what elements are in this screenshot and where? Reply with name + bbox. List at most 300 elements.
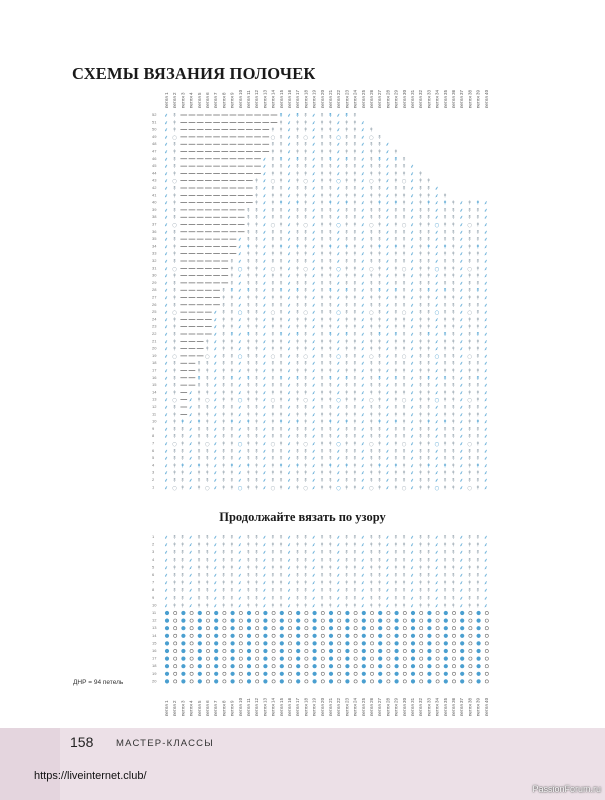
stitch-symbol: ↟ [295,302,300,309]
stitch-symbol: ⸙ [287,550,292,557]
stitch-symbol: ⸙ [287,573,292,579]
stitch-symbol: ↟ [426,441,432,448]
stitch-symbol: ⸙ [483,550,488,557]
stitch-dot [280,626,284,630]
stitch-symbol: ⸙ [410,295,415,302]
stitch-symbol: ↟ [426,535,432,541]
stitch-symbol: ↟ [418,251,423,258]
stitch-symbol: ⸙ [434,603,439,610]
stitch-symbol: ○ [303,310,309,317]
stitch-symbol: ↟ [246,463,251,470]
stitch-symbol: ↟ [319,193,325,200]
stitch-symbol: ↟ [344,550,350,557]
stitch-symbol: ⸙ [262,332,267,338]
stitch-symbol: ↟ [344,222,350,229]
stitch-dot [272,672,275,675]
row-label: 4 [152,556,155,562]
stitch-symbol: ↟ [303,295,309,302]
stitch-symbol: ↟ [180,557,186,564]
stitch-symbol: ↟ [295,557,300,564]
stitch-symbol: ↟ [442,353,448,360]
stitch-symbol: ↟ [278,134,284,141]
stitch-symbol: ↟ [393,237,399,244]
column-label: петля 6 [205,92,210,108]
stitch-symbol: ↟ [344,383,350,390]
stitch-symbol: ↟ [418,405,423,411]
stitch-symbol: ↟ [172,405,177,411]
stitch-symbol: ↟ [401,186,407,192]
stitch-symbol: ↟ [295,485,300,492]
stitch-symbol: ↟ [303,332,309,338]
stitch-symbol: ⸙ [237,580,242,587]
stitch-symbol: ↟ [475,310,481,317]
stitch-symbol: ↟ [246,441,251,448]
stitch-symbol: ⸙ [483,557,488,564]
stitch-symbol: ↟ [418,565,423,572]
stitch-symbol: ↟ [196,375,202,382]
stitch-symbol: ↟ [426,186,432,192]
stitch-dot [280,619,284,623]
stitch-symbol: ↟ [475,295,481,302]
stitch-symbol: ⸙ [410,164,415,171]
stitch-dot [378,672,382,676]
stitch-dot [206,680,209,683]
column-label: петля 28 [385,89,391,108]
row-label: 10 [152,602,157,608]
stitch-symbol: ↟ [295,288,300,295]
stitch-symbol: ↟ [172,251,177,258]
column-label: петля 23 [344,697,350,716]
stitch-dot [346,626,350,630]
stitch-symbol: ↟ [467,200,473,207]
stitch-symbol: ⸙ [164,164,169,171]
stitch-symbol: ⸙ [164,485,169,492]
stitch-dot [182,634,186,638]
stitch-symbol: ↟ [369,463,374,470]
stitch-symbol: ↟ [475,470,481,477]
stitch-symbol: ↟ [467,273,473,280]
stitch-symbol: ↟ [377,580,382,587]
stitch-dot [411,619,415,623]
stitch-dot [182,657,186,661]
stitch-symbol: ↟ [352,288,358,295]
stitch-symbol: ↟ [401,542,407,549]
stitch-symbol: ↟ [377,156,382,163]
stitch-dot [444,664,448,668]
stitch-symbol: ↟ [393,478,399,484]
stitch-symbol: ⸙ [164,237,169,244]
stitch-symbol: ↟ [344,405,350,411]
stitch-symbol: ○ [270,441,276,448]
stitch-symbol: ↟ [278,164,284,171]
stitch-symbol: ⸙ [360,535,365,541]
stitch-symbol: ⸙ [459,535,464,541]
stitch-symbol: ↟ [221,324,227,331]
stitch-symbol: ↟ [344,397,350,404]
stitch-symbol: ↟ [246,478,251,484]
stitch-symbol: ⸙ [483,565,488,572]
stitch-symbol: ↟ [229,573,235,579]
row-label: 3 [152,469,155,475]
stitch-symbol: ⸙ [434,193,439,200]
stitch-symbol: ↟ [246,317,251,324]
stitch-symbol: ⸙ [483,222,488,229]
stitch-dot [452,619,455,622]
stitch-symbol: ↟ [393,535,399,541]
stitch-symbol: ⸙ [164,244,169,251]
stitch-symbol: ⸙ [262,280,267,287]
stitch-symbol: ⸙ [459,375,464,382]
stitch-symbol: ↟ [467,478,473,484]
stitch-symbol: ⸙ [459,324,464,331]
stitch-symbol: ↟ [205,463,210,470]
stitch-symbol: ⸙ [213,346,218,353]
stitch-symbol: ↟ [377,535,382,541]
stitch-dot [428,664,432,668]
stitch-symbol: ↟ [319,113,325,119]
stitch-symbol: ⸙ [385,215,390,222]
stitch-symbol: ↟ [221,310,227,317]
stitch-symbol: ↟ [377,375,382,382]
stitch-symbol: ↟ [328,383,333,390]
stitch-symbol: ⸙ [311,134,316,141]
stitch-symbol: ↟ [196,456,202,463]
stitch-dot [387,627,390,630]
stitch-dot [485,642,488,645]
stitch-symbol: ⸙ [336,259,341,265]
watermark-url[interactable]: https://liveinternet.club/ [34,770,147,782]
stitch-symbol: ○ [303,134,309,141]
stitch-dot [420,672,423,675]
stitch-symbol: ↟ [377,171,382,178]
stitch-symbol: ↟ [221,295,227,302]
stitch-symbol: ↟ [270,171,276,178]
stitch-symbol: ⸙ [262,361,267,368]
row-label: 18 [152,663,157,669]
stitch-symbol: ↟ [319,550,325,557]
stitch-symbol: ⸙ [213,368,218,375]
stitch-symbol: ↟ [344,244,350,251]
stitch-symbol: ↟ [303,302,309,309]
stitch-dot [288,611,291,614]
stitch-symbol: ↟ [254,193,259,200]
stitch-symbol: ⸙ [311,588,316,595]
stitch-symbol: ⸙ [483,280,488,287]
stitch-symbol: ↟ [205,557,210,564]
stitch-symbol: ↟ [369,375,374,382]
column-label: петля 1 [164,92,169,108]
stitch-dot [370,672,373,675]
stitch-symbol: ↟ [246,383,251,390]
stitch-symbol: ⸙ [410,412,415,419]
stitch-dot [378,642,382,646]
stitch-dot [247,626,251,630]
stitch-symbol: ↟ [393,222,399,229]
stitch-symbol: ↟ [401,156,407,163]
stitch-dot [256,665,259,668]
stitch-symbol: ↟ [467,383,473,390]
stitch-symbol: ↟ [319,485,325,492]
stitch-symbol: ⸙ [287,156,292,163]
column-label: петля 13 [262,697,268,716]
stitch-symbol: ⸙ [459,339,464,346]
column-label: петля 15 [278,89,284,108]
stitch-symbol: ↟ [172,200,177,207]
stitch-symbol: ↟ [475,426,481,433]
stitch-symbol: ⸙ [262,207,267,214]
stitch-symbol: ↟ [352,171,358,178]
stitch-symbol: ↟ [254,302,259,309]
stitch-dot [206,657,209,660]
stitch-symbol: ⸙ [287,280,292,287]
stitch-symbol: ⸙ [311,434,316,441]
stitch-symbol: ⸙ [459,251,464,258]
stitch-symbol: ⸙ [360,426,365,433]
stitch-symbol: ⸙ [311,456,316,463]
stitch-symbol: ↟ [426,266,432,273]
stitch-symbol: ⸙ [459,368,464,375]
stitch-symbol: ⸙ [360,557,365,564]
stitch-symbol: ↟ [172,542,177,549]
stitch-dot [354,680,357,683]
stitch-symbol: ↟ [393,463,399,470]
row-label: 19 [152,670,157,676]
stitch-symbol: ○ [303,178,309,185]
stitch-symbol: ⸙ [213,441,218,448]
stitch-symbol: ↟ [328,186,333,192]
stitch-symbol: ⸙ [483,603,488,610]
stitch-symbol: ⸙ [188,434,193,441]
stitch-symbol: ↟ [352,164,358,171]
row-label: 10 [152,418,157,424]
stitch-symbol: ↟ [369,215,374,222]
stitch-symbol: ⸙ [410,557,415,564]
stitch-symbol: ⸙ [287,405,292,411]
stitch-symbol: ↟ [246,405,251,411]
stitch-symbol: ↟ [319,302,325,309]
stitch-symbol: ↟ [278,324,284,331]
stitch-symbol: ↟ [426,412,432,419]
stitch-symbol: ↟ [196,463,202,470]
stitch-symbol: ↟ [254,565,259,572]
row-label: 14 [152,389,157,395]
stitch-symbol: ↟ [393,207,399,214]
stitch-symbol: ↟ [401,346,407,353]
stitch-symbol: ○ [401,353,407,360]
stitch-symbol: ↟ [205,580,210,587]
stitch-dot [436,649,439,652]
stitch-dot [174,619,177,622]
stitch-symbol: ↟ [467,557,473,564]
stitch-symbol: ○ [401,397,407,404]
column-label: петля 39 [475,697,481,716]
stitch-symbol: ⸙ [483,317,488,324]
stitch-symbol: ↟ [426,178,432,185]
stitch-symbol: ↟ [295,193,300,200]
stitch-symbol: ⸙ [459,215,464,222]
stitch-symbol: ↟ [377,324,382,331]
stitch-symbol: ↟ [172,383,177,390]
stitch-symbol: ↟ [278,565,284,572]
stitch-symbol: ↟ [475,288,481,295]
stitch-symbol: ↟ [393,485,399,492]
stitch-symbol: ⸙ [434,229,439,236]
stitch-dot [190,665,193,668]
stitch-symbol: ↟ [172,244,177,251]
stitch-symbol: ↟ [426,273,432,280]
column-label: петля 20 [319,697,325,716]
stitch-symbol: ↟ [352,550,358,557]
stitch-symbol: ↟ [377,280,382,287]
stitch-symbol: ↟ [467,302,473,309]
stitch-dot [370,619,373,622]
stitch-symbol: ↟ [451,244,456,251]
stitch-symbol: ⸙ [164,434,169,441]
stitch-symbol: ↟ [295,412,300,419]
stitch-symbol: ⸙ [459,353,464,360]
stitch-dot [313,680,317,684]
stitch-symbol: ↟ [254,259,259,265]
stitch-dot [362,649,366,653]
stitch-symbol: ⸙ [483,200,488,207]
stitch-symbol: ○ [270,266,276,273]
stitch-dot [338,649,341,652]
stitch-symbol: ↟ [369,200,374,207]
stitch-symbol: ↟ [221,397,227,404]
stitch-symbol: ↟ [426,426,432,433]
stitch-symbol: ○ [205,485,210,492]
stitch-symbol: ⸙ [360,273,365,280]
stitch-symbol: ⸙ [262,603,267,610]
stitch-symbol: ↟ [475,215,481,222]
stitch-symbol: ○ [434,485,440,492]
stitch-symbol: ↟ [319,295,325,302]
stitch-symbol: ⸙ [483,426,488,433]
stitch-symbol: ↟ [229,456,235,463]
row-label: 4 [152,462,155,468]
stitch-symbol: ⸙ [336,229,341,236]
stitch-symbol: ⸙ [262,178,267,185]
stitch-symbol: ⸙ [311,405,316,411]
stitch-symbol: ↟ [295,266,300,273]
stitch-symbol: ↟ [246,259,251,265]
stitch-symbol: ↟ [451,419,456,426]
stitch-symbol: ↟ [401,470,407,477]
stitch-symbol: ↟ [352,603,358,610]
stitch-symbol: ↟ [246,397,251,404]
stitch-symbol: ↟ [254,419,259,426]
stitch-symbol: ↟ [442,259,448,265]
stitch-symbol: ⸙ [459,200,464,207]
stitch-symbol: ↟ [278,375,284,382]
stitch-symbol: ⸙ [434,361,439,368]
stitch-dot [420,634,423,637]
stitch-symbol: ⸙ [483,588,488,595]
stitch-symbol: ↟ [254,588,259,595]
stitch-symbol: ↟ [377,557,382,564]
stitch-dot [354,672,357,675]
stitch-dot [182,649,186,653]
stitch-symbol: ↟ [426,244,432,251]
column-label: петля 7 [213,92,219,108]
stitch-symbol: ⸙ [311,288,316,295]
stitch-dot [452,649,455,652]
stitch-symbol: ↟ [401,193,407,200]
stitch-symbol: ↟ [270,346,276,353]
stitch-symbol: ○ [270,134,276,141]
stitch-symbol: ↟ [172,186,177,192]
stitch-symbol: ↟ [205,383,210,390]
stitch-symbol: ↟ [426,280,432,287]
stitch-symbol: ↟ [303,171,309,178]
stitch-dot [460,657,464,661]
stitch-symbol: ↟ [377,485,382,492]
column-label: петля 34 [434,89,440,108]
stitch-symbol: ↟ [319,573,325,579]
stitch-symbol: ↟ [229,310,235,317]
stitch-symbol: ↟ [442,390,448,397]
stitch-symbol: ⸙ [287,426,292,433]
stitch-symbol: ↟ [328,324,333,331]
stitch-symbol: ↟ [221,542,227,549]
stitch-symbol: ↟ [401,288,407,295]
stitch-symbol: ⸙ [410,215,415,222]
stitch-symbol: ⸙ [262,353,267,360]
stitch-symbol: ⸙ [164,535,169,541]
stitch-symbol: ↟ [377,266,382,273]
column-label: петля 31 [410,697,415,716]
stitch-symbol: ↟ [344,361,350,368]
column-label: петля 21 [328,89,333,108]
stitch-symbol: ↟ [172,164,177,171]
stitch-symbol: ↟ [442,478,448,484]
stitch-symbol: ↟ [254,456,259,463]
stitch-symbol: ↟ [451,456,456,463]
stitch-dot [206,634,209,637]
stitch-symbol: ↟ [254,470,259,477]
stitch-dot [338,611,341,614]
stitch-symbol: ⸙ [336,273,341,280]
stitch-symbol: ↟ [328,295,333,302]
stitch-symbol: ↟ [319,565,325,572]
stitch-symbol: ↟ [205,426,210,433]
stitch-symbol: ⸙ [360,463,365,470]
stitch-symbol: ↟ [295,550,300,557]
stitch-symbol: ⸙ [164,171,169,178]
stitch-symbol: ⸙ [434,237,439,244]
stitch-symbol: ↟ [221,288,227,295]
stitch-dot [174,665,177,668]
stitch-symbol: ○ [270,353,276,360]
row-label: 40 [152,199,157,205]
stitch-dot [362,626,366,630]
stitch-symbol: ↟ [295,542,300,549]
stitch-symbol: ↟ [442,426,448,433]
stitch-symbol: ↟ [319,470,325,477]
stitch-symbol: ⸙ [164,127,169,134]
stitch-symbol: ⸙ [434,207,439,214]
stitch-symbol: ↟ [278,171,284,178]
stitch-symbol: ↟ [319,448,325,455]
stitch-symbol: ↟ [295,317,300,324]
stitch-symbol: ↟ [451,405,456,411]
stitch-symbol: ⸙ [164,302,169,309]
stitch-symbol: ↟ [246,550,251,557]
stitch-dot [272,627,275,630]
stitch-dot [395,680,399,684]
stitch-symbol: ↟ [172,434,177,441]
stitch-symbol: ⸙ [336,412,341,419]
